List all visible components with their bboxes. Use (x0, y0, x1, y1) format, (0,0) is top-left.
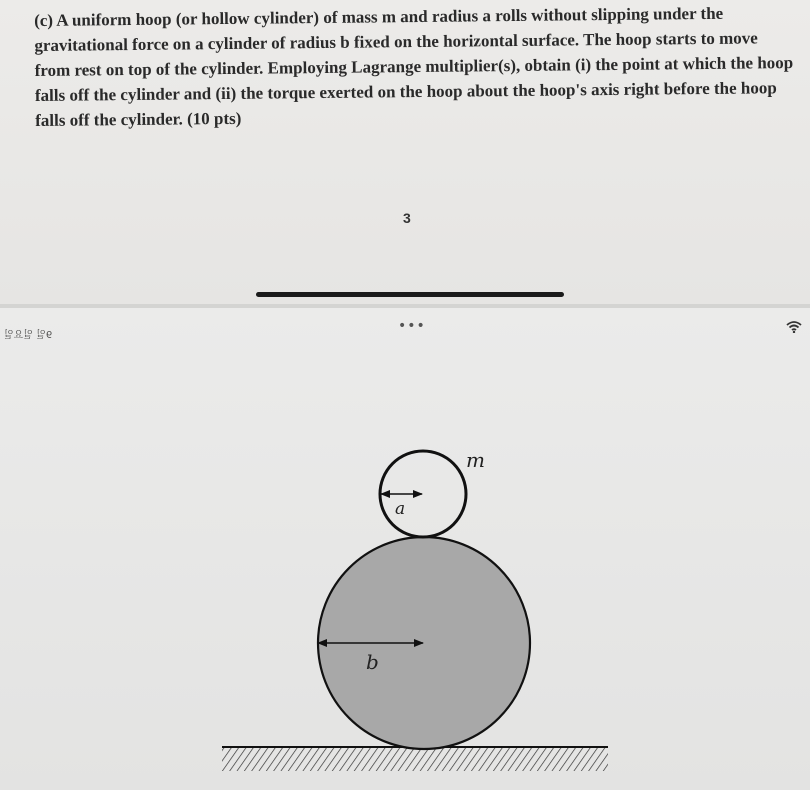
hoop-mass-label: m (466, 448, 485, 472)
hoop-radius-label: a (395, 499, 406, 519)
problem-text: (c) A uniform hoop (or hollow cylinder) of mass m and radius a rolls without slipping under the gravitational force on a cylinder of radius b fixed on the horizontal surface. The hoop starts to move from rest on top of the cylinder. Employing Lagrange multiplier(s), obtain (i) the point at which the hoop falls off the cylinder and (ii) the torque exerted on the hoop about the hoop's axis right before the hoop falls off the cylinder. (10 pts) (34, 3, 794, 130)
cylinder-radius-label: b (366, 650, 379, 674)
ground-hatch (222, 747, 608, 771)
page-number: 3 (403, 210, 411, 226)
more-dots-icon[interactable]: ••• (398, 318, 426, 334)
status-date: 9일 일요일 (4, 330, 53, 341)
